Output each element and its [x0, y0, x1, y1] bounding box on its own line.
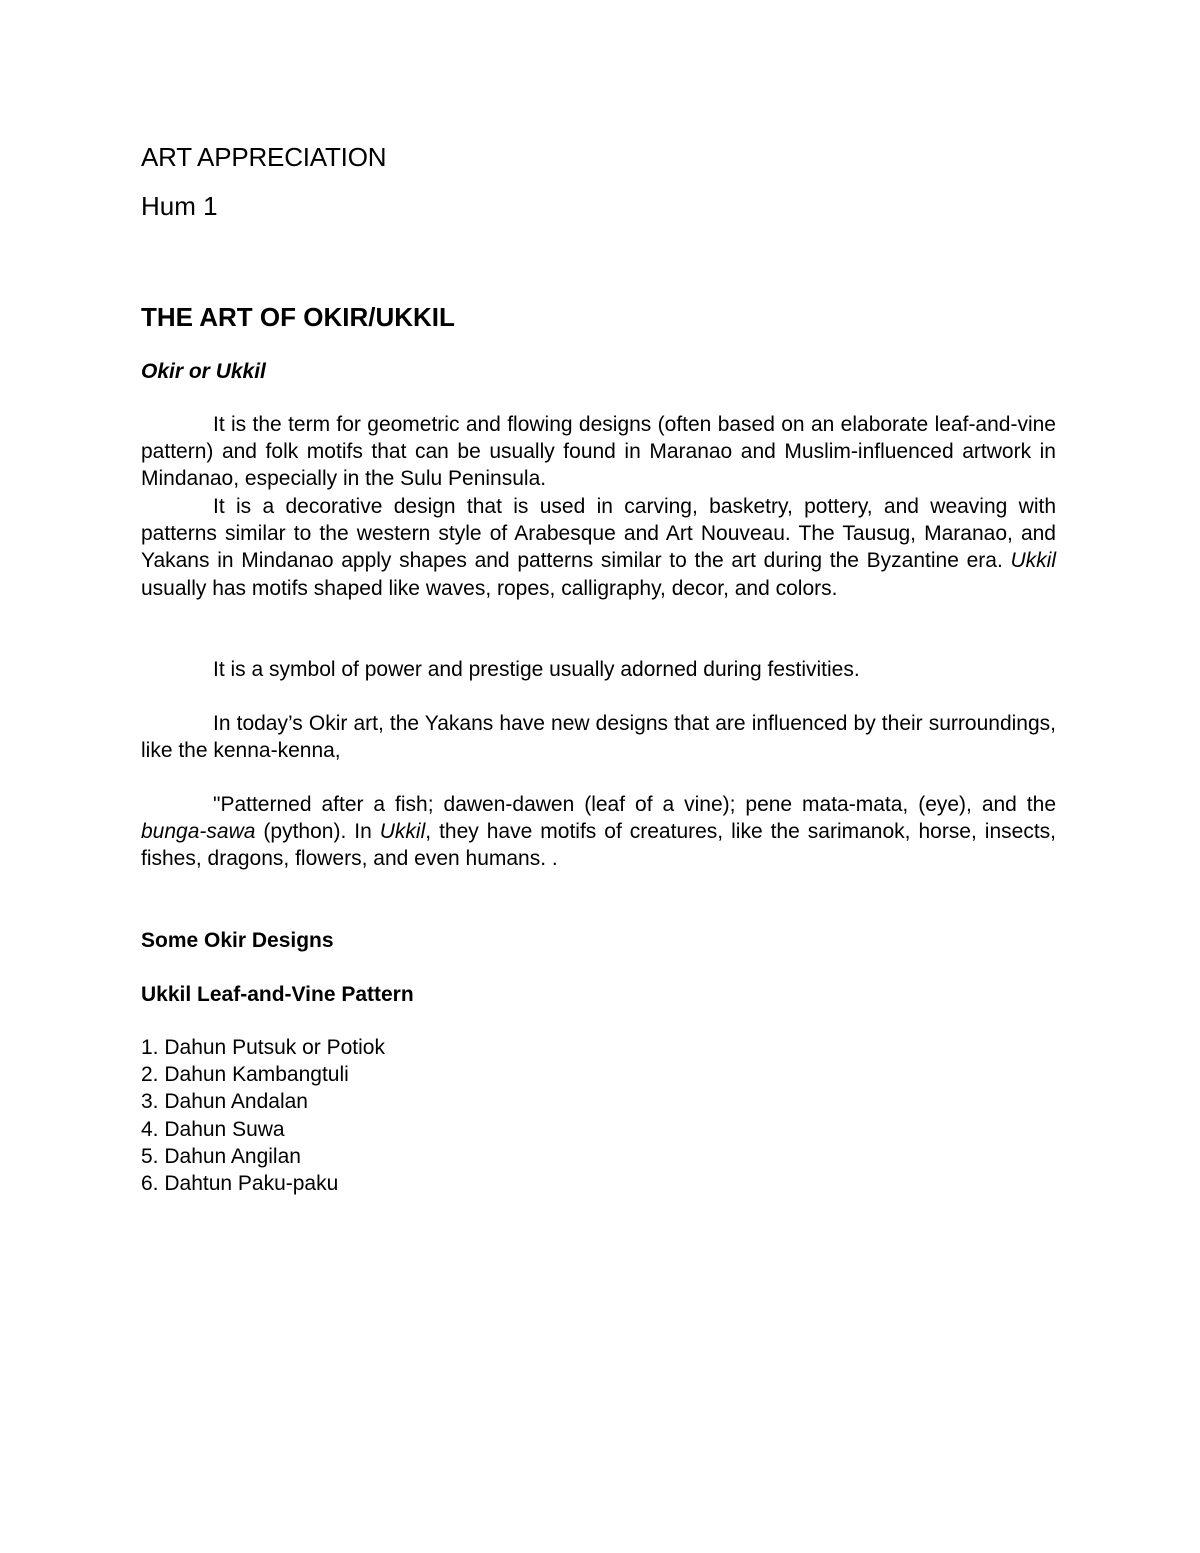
- list-item: 2. Dahun Kambangtuli: [141, 1063, 349, 1087]
- course-title: ART APPRECIATION: [141, 142, 387, 172]
- paragraph-symbol-of-power: It is a symbol of power and prestige usually adorned during festivities.: [213, 658, 860, 681]
- course-code: Hum 1: [141, 191, 218, 221]
- italic-term-bunga-sawa: bunga-sawa: [141, 820, 256, 844]
- document-title: THE ART OF OKIR/UKKIL: [141, 302, 455, 332]
- paragraph-text: usually has motifs shaped like waves, ropes, calligraphy, decor, and colors.: [141, 576, 838, 600]
- subheading-okir-or-ukkil: Okir or Ukkil: [141, 360, 266, 383]
- list-item: 3. Dahun Andalan: [141, 1090, 308, 1114]
- paragraph-definition: It is the term for geometric and flowing designs (often based on an elaborate leaf-and-vine pattern) and folk motifs that can be usually found in Maranao and Muslim-influenced artwork in Mindanao, especially in the Sulu Peninsula.: [141, 413, 1056, 491]
- list-item: 5. Dahun Angilan: [141, 1144, 301, 1168]
- pattern-list: [141, 1034, 385, 1197]
- list-item: 4. Dahun Suwa: [141, 1117, 285, 1141]
- paragraph-decorative-design: [141, 493, 1056, 602]
- paragraph-todays-okir: In today’s Okir art, the Yakans have new designs that are influenced by their surroundings, like the kenna-kenna,: [141, 712, 1056, 763]
- paragraph-text: (python). In: [255, 820, 380, 844]
- paragraph-text: It is a decorative design that is used in carving, basketry, pottery, and weaving with patterns similar to the western style of Arabesque and Art Nouveau. The Tausug, Maranao, and Yakans in Mindanao apply shapes and patterns similar to the art during the Byzantine era.: [141, 495, 1056, 573]
- paragraph-patterned-after: [141, 791, 1056, 873]
- italic-term-ukkil: Ukkil: [1010, 549, 1056, 573]
- italic-term-ukkil: Ukkil: [379, 820, 426, 844]
- paragraph-text: , they have motifs of creatures, like the sarimanok, horse, insects, fishes, dragons, flowers, and even humans. .: [141, 820, 1056, 871]
- pattern-heading: Ukkil Leaf-and-Vine Pattern: [141, 983, 414, 1006]
- list-item: 6. Dahtun Paku-paku: [141, 1172, 339, 1196]
- designs-heading: Some Okir Designs: [141, 929, 334, 952]
- paragraph-text: "Patterned after a fish; dawen-dawen (leaf of a vine); pene mata-mata, (eye), and the: [213, 793, 1056, 816]
- list-item: 1. Dahun Putsuk or Potiok: [141, 1036, 385, 1059]
